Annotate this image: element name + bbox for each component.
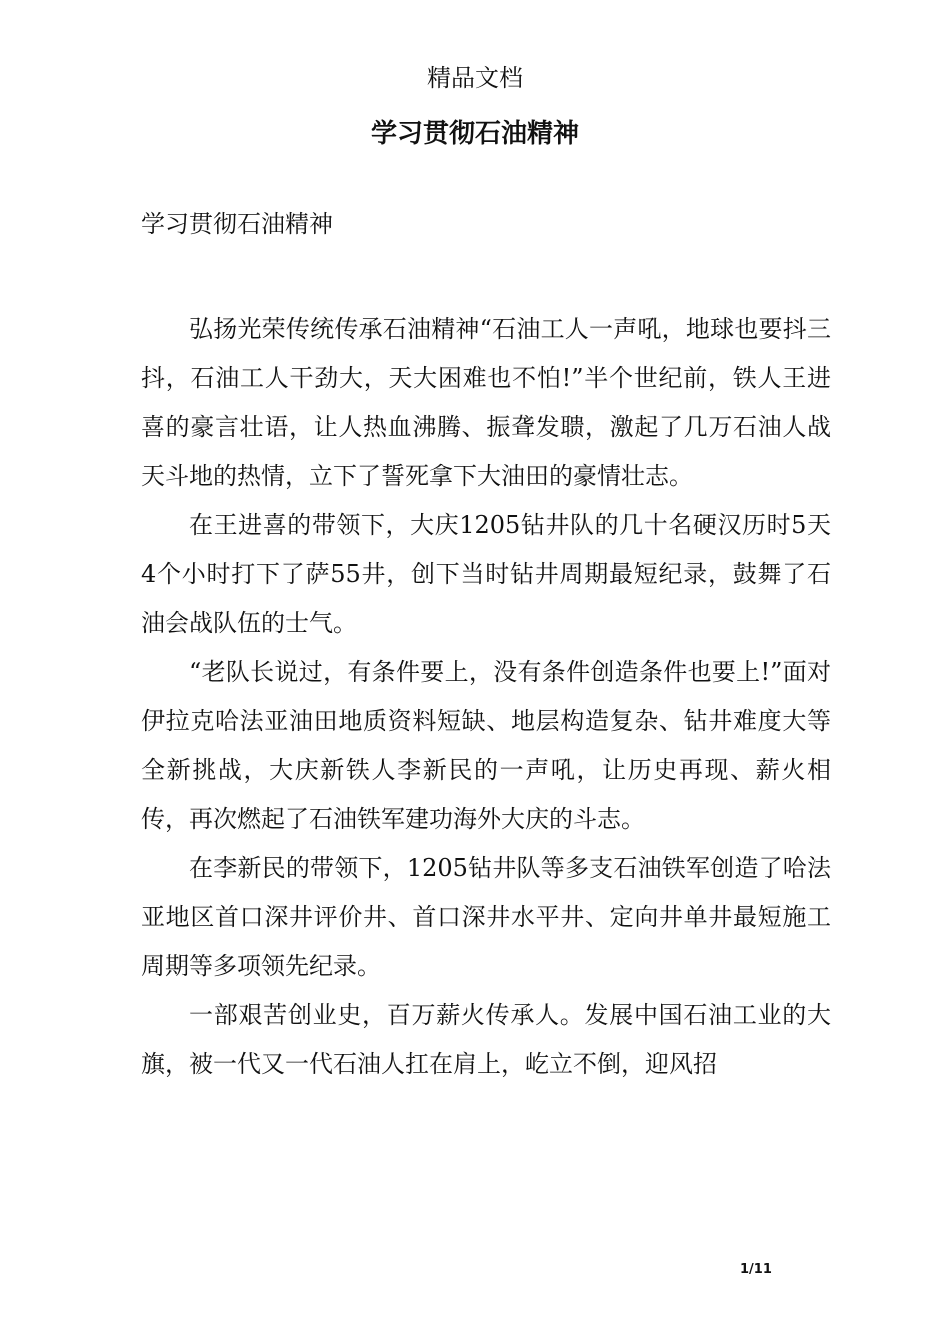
paragraph: 弘扬光荣传统传承石油精神“石油工人一声吼，地球也要抖三抖，石油工人干劲大，天大困难也不怕!”半个世纪前，铁人王进喜的豪言壮语，让人热血沸腾、振聋发聩，激起了几万石油人战天斗地的热情，立下了誓死拿下大油田的豪情壮志。: [141, 315, 831, 490]
paragraph: “老队长说过，有条件要上，没有条件创造条件也要上!”面对伊拉克哈法亚油田地质资料短缺、地层构造复杂、钻井难度大等全新挑战，大庆新铁人李新民的一声吼，让历史再现、薪火相传，再次燃起了石油铁军建功海外大庆的斗志。: [141, 658, 831, 833]
document-body: [141, 305, 831, 1089]
paragraph: 一部艰苦创业史，百万薪火传承人。发展中国石油工业的大旗，被一代又一代石油人扛在肩上，屹立不倒，迎风招: [141, 1001, 831, 1078]
header-label: 精品文档: [427, 64, 523, 92]
page-number: 1/11: [740, 1262, 772, 1277]
document-subtitle: 学习贯彻石油精神: [141, 210, 333, 238]
paragraph: 在王进喜的带领下，大庆1205钻井队的几十名硬汉历时5天4个小时打下了萨55井，创下当时钻井周期最短纪录，鼓舞了石油会战队伍的士气。: [141, 511, 831, 637]
document-title: 学习贯彻石油精神: [370, 119, 579, 149]
paragraph: 在李新民的带领下，1205钻井队等多支石油铁军创造了哈法亚地区首口深井评价井、首口深井水平井、定向井单井最短施工周期等多项领先纪录。: [141, 854, 831, 980]
